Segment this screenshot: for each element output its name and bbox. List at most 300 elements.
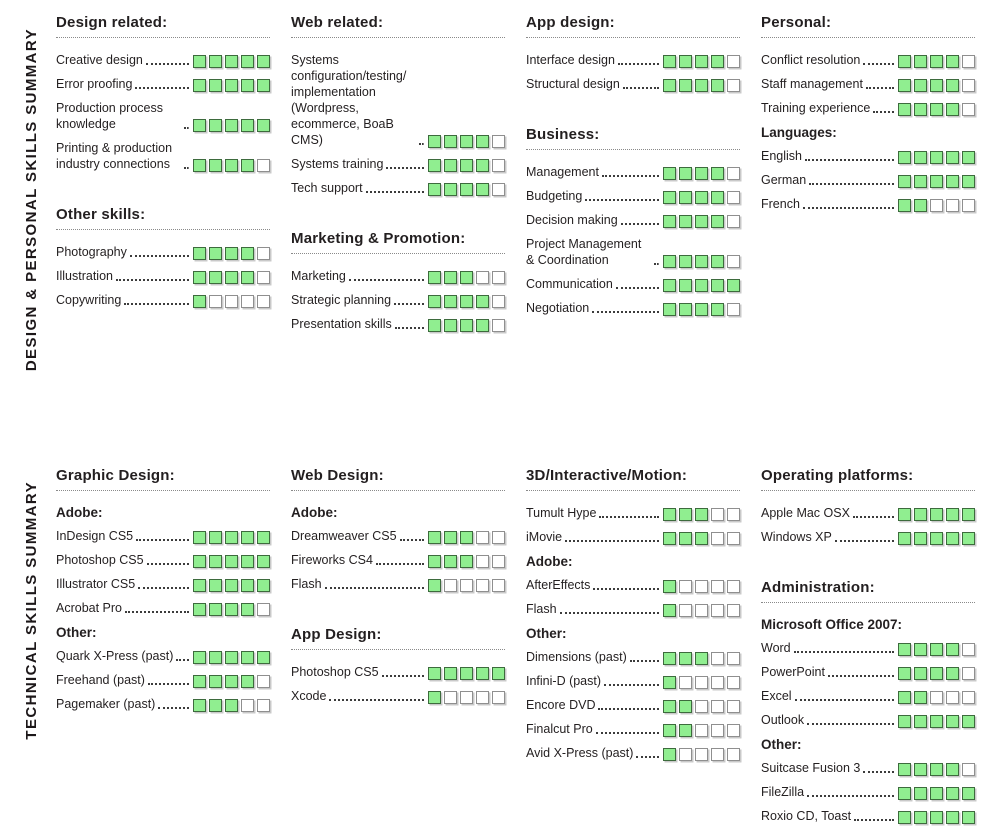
group-heading: App design: bbox=[526, 14, 740, 38]
rating-square-empty bbox=[257, 675, 270, 688]
skill-row bbox=[761, 529, 975, 545]
skill-row bbox=[761, 196, 975, 212]
rating-square-empty bbox=[492, 271, 505, 284]
rating-squares bbox=[663, 724, 740, 737]
rating-squares bbox=[428, 159, 505, 172]
rating-square-empty bbox=[257, 159, 270, 172]
rating-square-filled bbox=[193, 555, 206, 568]
skill-row bbox=[526, 649, 740, 665]
dot-leader bbox=[184, 167, 189, 169]
rating-square-filled bbox=[914, 811, 927, 824]
rating-square-empty bbox=[962, 55, 975, 68]
section-side-rail bbox=[6, 14, 56, 371]
rating-square-filled bbox=[663, 580, 676, 593]
rating-square-filled bbox=[225, 699, 238, 712]
rating-square-filled bbox=[946, 508, 959, 521]
rating-square-filled bbox=[193, 119, 206, 132]
rating-square-empty bbox=[257, 295, 270, 308]
rating-square-filled bbox=[695, 255, 708, 268]
rating-square-filled bbox=[444, 183, 457, 196]
skills-column bbox=[291, 14, 505, 340]
skill-label: Interface design bbox=[526, 53, 615, 67]
skill-label: Excel bbox=[761, 689, 792, 704]
rating-square-empty bbox=[225, 295, 238, 308]
rating-square-filled bbox=[241, 55, 254, 68]
rating-square-filled bbox=[914, 763, 927, 776]
dot-leader bbox=[809, 183, 894, 185]
dot-leader bbox=[866, 87, 894, 89]
rating-square-filled bbox=[663, 748, 676, 761]
skill-label: Copywriting bbox=[56, 293, 122, 307]
section-technical-skills bbox=[6, 467, 986, 832]
skill-label: Dimensions (past) bbox=[526, 650, 627, 665]
group-heading: 3D/Interactive/Motion: bbox=[526, 467, 740, 491]
skill-group bbox=[761, 14, 975, 212]
rating-square-filled bbox=[695, 508, 708, 521]
skill-label: Xcode bbox=[291, 689, 327, 704]
rating-square-filled bbox=[241, 675, 254, 688]
rating-square-filled bbox=[209, 271, 222, 284]
rating-square-filled bbox=[898, 175, 911, 188]
rating-squares bbox=[898, 79, 975, 92]
dot-leader bbox=[853, 516, 894, 518]
skills-column bbox=[526, 467, 740, 832]
rating-square-filled bbox=[962, 151, 975, 164]
rating-square-filled bbox=[679, 55, 692, 68]
rating-square-empty bbox=[946, 199, 959, 212]
skill-label: Fireworks CS4 bbox=[291, 553, 373, 568]
rating-square-filled bbox=[209, 79, 222, 92]
rating-square-filled bbox=[492, 667, 505, 680]
rating-square-empty bbox=[727, 79, 740, 92]
rating-square-filled bbox=[663, 279, 676, 292]
dot-leader bbox=[565, 540, 659, 542]
dot-leader bbox=[349, 279, 424, 281]
rating-squares bbox=[428, 135, 505, 148]
dot-leader bbox=[828, 675, 894, 677]
rating-square-filled bbox=[428, 159, 441, 172]
skill-group bbox=[761, 467, 975, 545]
rating-squares bbox=[193, 675, 270, 688]
skill-label: Printing & production industry connections bbox=[56, 141, 173, 171]
dot-leader bbox=[805, 159, 894, 161]
skill-label: Infini-D (past) bbox=[526, 674, 602, 689]
rating-square-filled bbox=[225, 159, 238, 172]
dot-leader bbox=[835, 540, 894, 542]
rating-square-empty bbox=[727, 652, 740, 665]
rating-square-filled bbox=[444, 555, 457, 568]
dot-leader bbox=[146, 63, 189, 65]
dot-leader bbox=[138, 587, 189, 589]
rating-square-empty bbox=[727, 748, 740, 761]
group-subheading: Other: bbox=[526, 626, 567, 642]
group-subheading: Languages: bbox=[761, 125, 837, 140]
section-design-personal-skills bbox=[6, 14, 986, 371]
rating-square-filled bbox=[209, 119, 222, 132]
rating-square-filled bbox=[679, 79, 692, 92]
rating-square-filled bbox=[711, 191, 724, 204]
rating-square-filled bbox=[193, 579, 206, 592]
rating-square-filled bbox=[241, 159, 254, 172]
rating-square-filled bbox=[209, 603, 222, 616]
rating-square-filled bbox=[241, 555, 254, 568]
rating-square-filled bbox=[241, 271, 254, 284]
rating-square-filled bbox=[679, 724, 692, 737]
skill-label: Tech support bbox=[291, 181, 363, 195]
rating-square-empty bbox=[727, 676, 740, 689]
skill-label: Budgeting bbox=[526, 189, 583, 203]
group-heading: Design related: bbox=[56, 14, 270, 38]
rating-square-filled bbox=[711, 303, 724, 316]
rating-square-empty bbox=[711, 748, 724, 761]
skill-group bbox=[291, 14, 505, 196]
rating-square-filled bbox=[225, 579, 238, 592]
rating-squares bbox=[428, 295, 505, 308]
skill-label: PowerPoint bbox=[761, 665, 825, 680]
dot-leader bbox=[795, 699, 894, 701]
rating-square-filled bbox=[225, 119, 238, 132]
rating-square-empty bbox=[444, 691, 457, 704]
skill-label: Outlook bbox=[761, 713, 805, 728]
skill-row bbox=[56, 244, 270, 260]
rating-square-filled bbox=[193, 603, 206, 616]
rating-square-empty bbox=[962, 79, 975, 92]
group-heading: Operating platforms: bbox=[761, 467, 975, 491]
dot-leader bbox=[124, 303, 189, 305]
skill-row bbox=[761, 688, 975, 704]
skill-row bbox=[526, 577, 740, 593]
rating-square-empty bbox=[695, 676, 708, 689]
rating-squares bbox=[898, 175, 975, 188]
skill-row bbox=[526, 745, 740, 761]
group-subheading: Microsoft Office 2007: bbox=[761, 617, 903, 633]
rating-square-empty bbox=[257, 247, 270, 260]
skill-row bbox=[526, 212, 740, 228]
rating-square-filled bbox=[460, 531, 473, 544]
skill-label: German bbox=[761, 173, 807, 187]
rating-square-empty bbox=[679, 580, 692, 593]
skill-row bbox=[526, 697, 740, 713]
skill-label: Production process knowledge bbox=[56, 101, 164, 131]
skill-label: Acrobat Pro bbox=[56, 601, 123, 616]
rating-square-filled bbox=[711, 279, 724, 292]
dot-leader bbox=[560, 612, 659, 614]
skill-row bbox=[291, 52, 505, 148]
rating-square-filled bbox=[914, 55, 927, 68]
rating-square-filled bbox=[914, 508, 927, 521]
skill-label: Presentation skills bbox=[291, 317, 392, 331]
dot-leader bbox=[116, 279, 189, 281]
rating-square-filled bbox=[914, 715, 927, 728]
rating-square-empty bbox=[695, 604, 708, 617]
rating-square-empty bbox=[930, 199, 943, 212]
rating-square-filled bbox=[679, 279, 692, 292]
rating-square-empty bbox=[492, 183, 505, 196]
rating-square-filled bbox=[476, 159, 489, 172]
rating-square-empty bbox=[476, 271, 489, 284]
rating-square-filled bbox=[663, 700, 676, 713]
rating-square-empty bbox=[727, 255, 740, 268]
rating-square-filled bbox=[930, 151, 943, 164]
rating-square-empty bbox=[492, 531, 505, 544]
skill-group bbox=[526, 467, 740, 761]
rating-square-filled bbox=[679, 303, 692, 316]
dot-leader bbox=[176, 659, 189, 661]
rating-square-filled bbox=[257, 579, 270, 592]
skill-row bbox=[56, 100, 270, 132]
rating-square-filled bbox=[460, 271, 473, 284]
rating-square-filled bbox=[946, 151, 959, 164]
rating-square-filled bbox=[663, 191, 676, 204]
rating-square-filled bbox=[225, 555, 238, 568]
rating-square-filled bbox=[898, 55, 911, 68]
rating-squares bbox=[663, 532, 740, 545]
rating-square-filled bbox=[209, 579, 222, 592]
rating-square-filled bbox=[241, 651, 254, 664]
group-heading: Personal: bbox=[761, 14, 975, 38]
rating-square-filled bbox=[209, 531, 222, 544]
rating-square-empty bbox=[962, 691, 975, 704]
rating-square-filled bbox=[225, 603, 238, 616]
skill-row bbox=[526, 505, 740, 521]
skill-label: Flash bbox=[291, 577, 322, 592]
rating-square-empty bbox=[209, 295, 222, 308]
skill-group bbox=[291, 626, 505, 704]
rating-squares bbox=[898, 691, 975, 704]
skill-label: Photoshop CS5 bbox=[56, 553, 144, 568]
rating-square-filled bbox=[898, 787, 911, 800]
rating-square-empty bbox=[711, 532, 724, 545]
rating-square-filled bbox=[898, 811, 911, 824]
skill-label: Management bbox=[526, 165, 599, 179]
rating-squares bbox=[898, 667, 975, 680]
rating-square-empty bbox=[695, 724, 708, 737]
rating-squares bbox=[193, 531, 270, 544]
skill-row bbox=[761, 76, 975, 92]
rating-square-filled bbox=[444, 319, 457, 332]
rating-square-filled bbox=[695, 652, 708, 665]
rating-square-filled bbox=[444, 295, 457, 308]
skill-label: Project Management & Coordination bbox=[526, 237, 642, 267]
rating-square-filled bbox=[898, 199, 911, 212]
rating-squares bbox=[663, 303, 740, 316]
dot-leader bbox=[604, 684, 659, 686]
rating-square-filled bbox=[460, 667, 473, 680]
skill-label: Marketing bbox=[291, 269, 346, 283]
rating-square-filled bbox=[711, 167, 724, 180]
rating-square-filled bbox=[209, 555, 222, 568]
rating-squares bbox=[898, 103, 975, 116]
rating-square-empty bbox=[930, 691, 943, 704]
rating-squares bbox=[898, 199, 975, 212]
dot-leader bbox=[863, 63, 894, 65]
dot-leader bbox=[184, 127, 189, 129]
skill-row bbox=[526, 164, 740, 180]
rating-square-filled bbox=[946, 763, 959, 776]
rating-squares bbox=[193, 579, 270, 592]
rating-square-empty bbox=[492, 295, 505, 308]
skill-row bbox=[291, 180, 505, 196]
dot-leader bbox=[598, 708, 659, 710]
rating-square-filled bbox=[460, 135, 473, 148]
group-heading: Graphic Design: bbox=[56, 467, 270, 491]
rating-square-filled bbox=[257, 119, 270, 132]
rating-square-filled bbox=[930, 667, 943, 680]
dot-leader bbox=[147, 563, 189, 565]
rating-square-filled bbox=[679, 191, 692, 204]
skill-label: FileZilla bbox=[761, 785, 805, 800]
rating-square-filled bbox=[241, 79, 254, 92]
rating-squares bbox=[663, 79, 740, 92]
skill-label: Roxio CD, Toast bbox=[761, 809, 852, 824]
rating-squares bbox=[898, 55, 975, 68]
rating-square-filled bbox=[209, 159, 222, 172]
skill-label: Decision making bbox=[526, 213, 618, 227]
rating-square-filled bbox=[476, 667, 489, 680]
skill-row bbox=[761, 52, 975, 68]
rating-square-filled bbox=[241, 531, 254, 544]
rating-squares bbox=[193, 651, 270, 664]
rating-square-empty bbox=[727, 55, 740, 68]
rating-squares bbox=[193, 699, 270, 712]
rating-squares bbox=[663, 604, 740, 617]
rating-square-empty bbox=[711, 700, 724, 713]
skill-label: Structural design bbox=[526, 77, 620, 91]
rating-squares bbox=[428, 183, 505, 196]
skills-column bbox=[56, 14, 270, 340]
group-subheading: Other: bbox=[761, 737, 802, 753]
skill-row bbox=[56, 648, 270, 664]
rating-square-filled bbox=[930, 508, 943, 521]
rating-squares bbox=[428, 667, 505, 680]
rating-square-filled bbox=[428, 319, 441, 332]
rating-square-filled bbox=[695, 303, 708, 316]
rating-square-empty bbox=[679, 748, 692, 761]
skill-row bbox=[291, 156, 505, 172]
rating-square-filled bbox=[663, 724, 676, 737]
rating-squares bbox=[663, 191, 740, 204]
skill-row bbox=[291, 552, 505, 568]
rating-square-filled bbox=[209, 247, 222, 260]
rating-square-filled bbox=[914, 79, 927, 92]
group-heading: Web related: bbox=[291, 14, 505, 38]
skill-row bbox=[291, 664, 505, 680]
rating-square-filled bbox=[695, 55, 708, 68]
rating-square-filled bbox=[476, 183, 489, 196]
skill-row bbox=[56, 552, 270, 568]
rating-square-filled bbox=[914, 199, 927, 212]
skills-column bbox=[56, 467, 270, 832]
rating-square-filled bbox=[679, 508, 692, 521]
rating-squares bbox=[428, 531, 505, 544]
rating-square-filled bbox=[679, 652, 692, 665]
rating-square-empty bbox=[711, 604, 724, 617]
rating-squares bbox=[663, 215, 740, 228]
rating-square-filled bbox=[898, 667, 911, 680]
rating-square-filled bbox=[663, 652, 676, 665]
rating-square-empty bbox=[711, 724, 724, 737]
rating-square-empty bbox=[711, 676, 724, 689]
columns bbox=[56, 467, 986, 832]
dot-leader bbox=[794, 651, 894, 653]
rating-square-filled bbox=[898, 508, 911, 521]
rating-square-filled bbox=[241, 579, 254, 592]
dot-leader bbox=[394, 303, 424, 305]
rating-squares bbox=[663, 508, 740, 521]
rating-squares bbox=[898, 811, 975, 824]
dot-leader bbox=[596, 732, 659, 734]
rating-square-filled bbox=[444, 135, 457, 148]
rating-square-empty bbox=[727, 724, 740, 737]
rating-square-filled bbox=[428, 295, 441, 308]
dot-leader bbox=[419, 143, 424, 145]
rating-square-filled bbox=[962, 508, 975, 521]
skill-row bbox=[56, 672, 270, 688]
dot-leader bbox=[125, 611, 189, 613]
skill-row bbox=[526, 300, 740, 316]
skill-group bbox=[761, 579, 975, 824]
rating-square-empty bbox=[695, 700, 708, 713]
rating-square-filled bbox=[225, 675, 238, 688]
rating-square-filled bbox=[914, 151, 927, 164]
rating-square-filled bbox=[209, 675, 222, 688]
rating-square-filled bbox=[898, 643, 911, 656]
dot-leader bbox=[623, 87, 659, 89]
rating-square-empty bbox=[946, 691, 959, 704]
group-heading: App Design: bbox=[291, 626, 505, 650]
skills-column bbox=[291, 467, 505, 832]
rating-square-filled bbox=[257, 55, 270, 68]
skill-row bbox=[56, 292, 270, 308]
rating-square-filled bbox=[460, 319, 473, 332]
rating-square-empty bbox=[695, 580, 708, 593]
rating-square-filled bbox=[898, 151, 911, 164]
skill-row bbox=[526, 673, 740, 689]
rating-square-filled bbox=[695, 215, 708, 228]
skill-row bbox=[526, 76, 740, 92]
rating-square-filled bbox=[444, 159, 457, 172]
rating-square-filled bbox=[209, 651, 222, 664]
rating-square-filled bbox=[476, 295, 489, 308]
rating-square-filled bbox=[930, 103, 943, 116]
rating-square-filled bbox=[193, 699, 206, 712]
rating-square-filled bbox=[962, 787, 975, 800]
skill-label: Flash bbox=[526, 602, 557, 617]
skills-column bbox=[761, 14, 975, 340]
rating-square-empty bbox=[727, 604, 740, 617]
rating-squares bbox=[428, 319, 505, 332]
rating-square-empty bbox=[492, 159, 505, 172]
skill-row bbox=[291, 292, 505, 308]
skill-row bbox=[291, 316, 505, 332]
group-heading: Other skills: bbox=[56, 206, 270, 230]
rating-square-filled bbox=[930, 763, 943, 776]
rating-square-filled bbox=[663, 55, 676, 68]
dot-leader bbox=[854, 819, 894, 821]
rating-square-filled bbox=[914, 103, 927, 116]
skill-label: iMovie bbox=[526, 530, 563, 545]
rating-square-filled bbox=[428, 555, 441, 568]
rating-squares bbox=[663, 652, 740, 665]
skill-label: Pagemaker (past) bbox=[56, 697, 156, 712]
skill-row bbox=[761, 760, 975, 776]
skill-label: Error proofing bbox=[56, 77, 133, 91]
rating-square-filled bbox=[193, 247, 206, 260]
rating-square-filled bbox=[193, 159, 206, 172]
rating-square-filled bbox=[711, 215, 724, 228]
rating-square-filled bbox=[946, 715, 959, 728]
skill-group bbox=[526, 126, 740, 316]
